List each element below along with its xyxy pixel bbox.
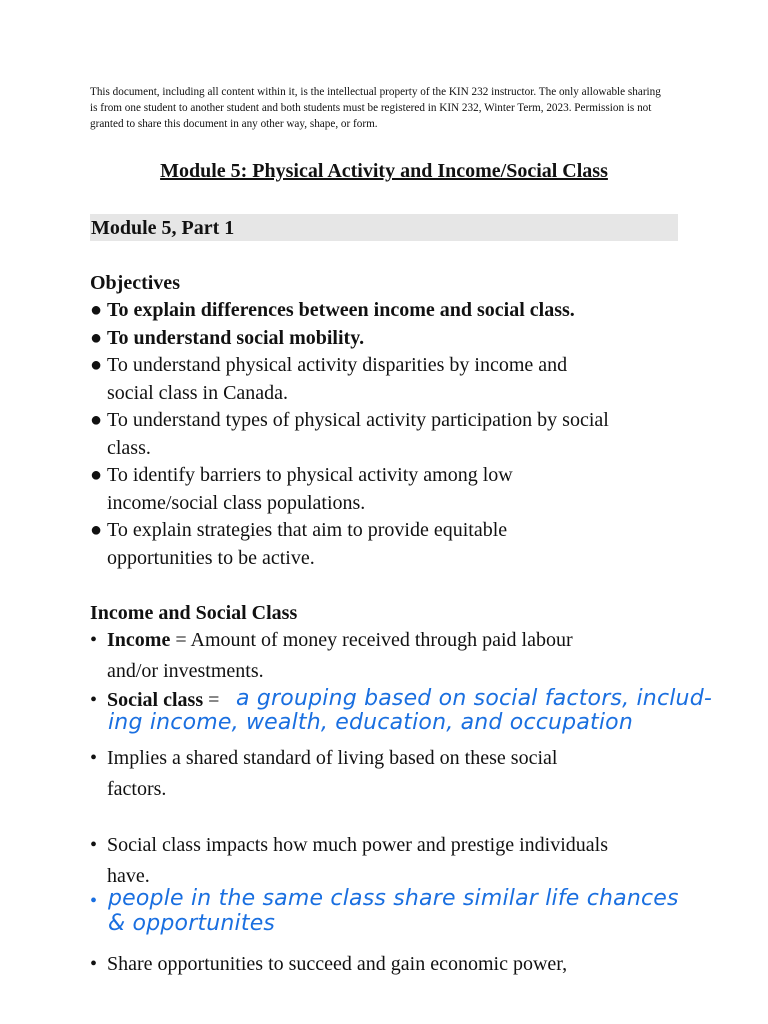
objective-item-continuation: class. bbox=[107, 437, 151, 459]
objective-item-continuation: social class in Canada. bbox=[107, 382, 289, 404]
objectives-heading: Objectives bbox=[90, 272, 180, 294]
part-heading: Module 5, Part 1 bbox=[91, 217, 235, 239]
bullet: ● bbox=[90, 299, 103, 321]
income-definition-continuation: and/or investments. bbox=[107, 660, 264, 682]
list-item: • Share opportunities to succeed and gain economic power, bbox=[90, 953, 568, 975]
objective-item: ● To understand physical activity disparities by income and bbox=[90, 354, 568, 376]
bullet: ● bbox=[90, 327, 103, 349]
objective-item: ● To explain strategies that aim to provide equitable bbox=[90, 519, 508, 541]
list-item-continuation: have. bbox=[107, 865, 150, 887]
income-definition: • Income = Amount of money received through paid labour bbox=[90, 629, 573, 651]
objective-item: ● To understand social mobility. bbox=[90, 327, 365, 349]
social-class-definition: • Social class = bbox=[90, 689, 220, 711]
handwritten-note: & opportunites bbox=[108, 911, 276, 936]
objective-item: ● To understand types of physical activity participation by social bbox=[90, 409, 609, 431]
bullet: • bbox=[90, 890, 98, 912]
bullet: ● bbox=[90, 409, 103, 431]
list-item: • Implies a shared standard of living based on these social bbox=[90, 747, 558, 769]
bullet: • bbox=[90, 747, 98, 769]
bullet: ● bbox=[90, 354, 103, 376]
bullet: • bbox=[90, 689, 98, 711]
objective-item: ● To identify barriers to physical activity among low bbox=[90, 464, 513, 486]
handwritten-note: a grouping based on social factors, includ- bbox=[236, 686, 712, 711]
handwritten-note: people in the same class share similar life chances bbox=[108, 886, 679, 911]
bullet: • bbox=[90, 834, 98, 856]
bullet: ● bbox=[90, 464, 103, 486]
list-item-continuation: factors. bbox=[107, 778, 167, 800]
objective-item: ● To explain differences between income and social class. bbox=[90, 299, 575, 321]
handwritten-bullet bbox=[90, 890, 107, 913]
social-class-term: Social class bbox=[107, 689, 204, 711]
copyright-notice: This document, including all content within it, is the intellectual property of the KIN 232 instructor. The only allowable sharing is from one student to another student and both students must be registered in KIN 232, Winter Term, 2023. Permission is not granted to share this document in any other way, shape, or form. bbox=[90, 86, 661, 130]
handwritten-note: ing income, wealth, education, and occupation bbox=[108, 710, 633, 735]
income-section-heading: Income and Social Class bbox=[90, 602, 298, 624]
part-heading-bar bbox=[90, 214, 678, 241]
bullet: • bbox=[90, 629, 98, 651]
bullet: • bbox=[90, 953, 98, 975]
bullet: ● bbox=[90, 519, 103, 541]
objective-item-continuation: income/social class populations. bbox=[107, 492, 366, 514]
list-item: • Social class impacts how much power and prestige individuals bbox=[90, 834, 609, 856]
page-title: Module 5: Physical Activity and Income/Social Class bbox=[160, 160, 608, 182]
income-term: Income bbox=[107, 629, 171, 651]
objective-item-continuation: opportunities to be active. bbox=[107, 547, 315, 569]
